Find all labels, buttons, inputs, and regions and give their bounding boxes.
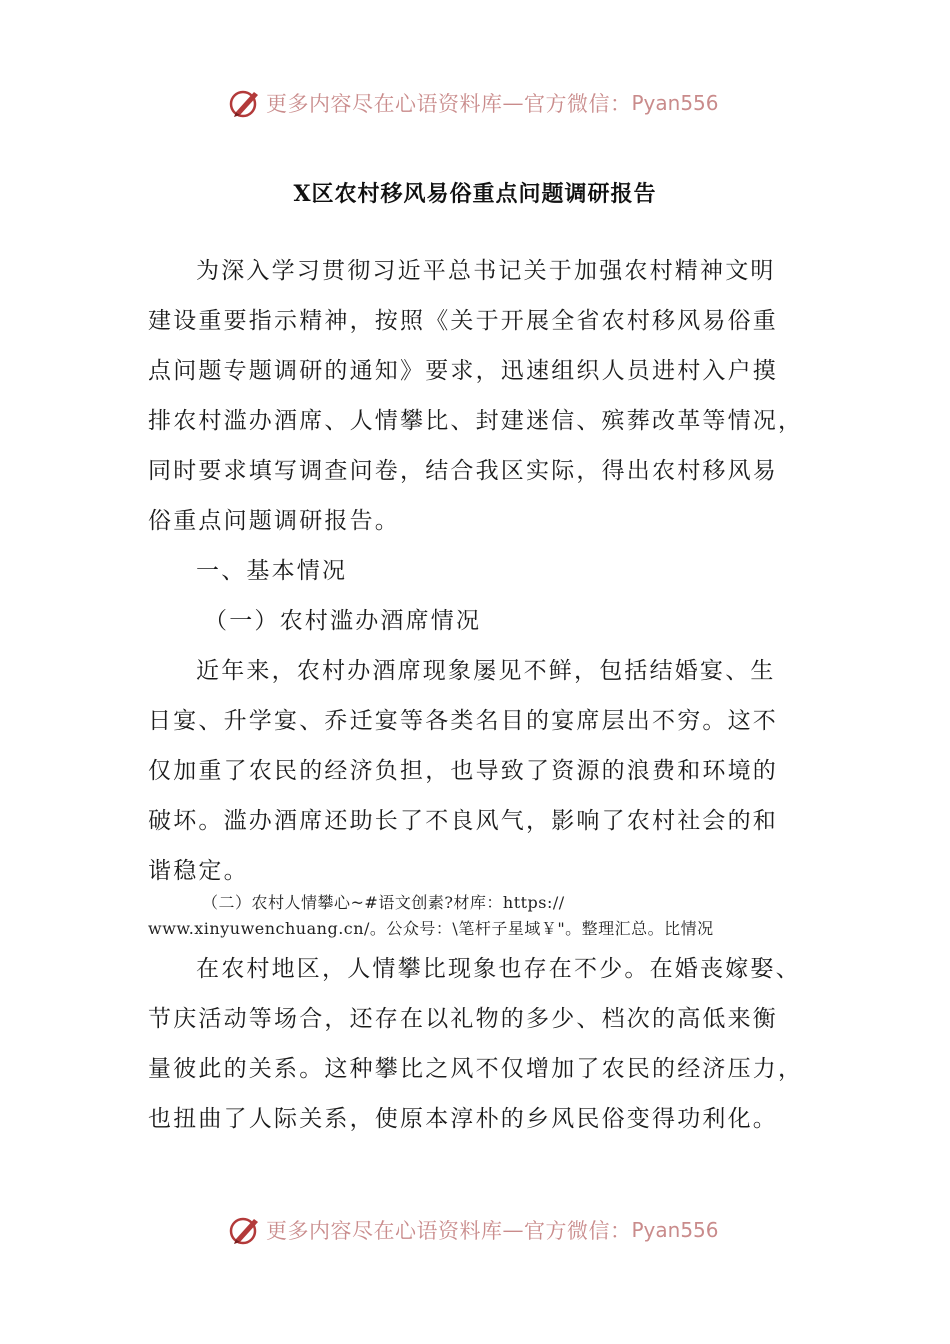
note-line: www.xinyuwenchuang.cn/。公众号：\笔杆子星域￥"。整理汇总。比情况 — [148, 919, 714, 938]
subsection-heading: （一）农村滥办酒席情况 — [204, 608, 482, 634]
document-title: X区农村移风易俗重点问题调研报告 — [293, 181, 657, 207]
intro-line: 同时要求填写调查问卷，结合我区实际，得出农村移风易 — [148, 458, 778, 484]
inserted-note — [148, 890, 808, 942]
intro-line: 排农村滥办酒席、人情攀比、封建迷信、殡葬改革等情况， — [148, 408, 804, 434]
intro-line: 俗重点问题调研报告。 — [148, 508, 400, 534]
watermark-label: 官方微信： — [524, 92, 632, 116]
watermark-dash: — — [502, 91, 524, 115]
paragraph-line: 在农村地区，人情攀比现象也存在不少。在婚丧嫁娶、 — [196, 956, 801, 982]
paragraph-line: 破坏。滥办酒席还助长了不良风气，影响了农村社会的和 — [148, 808, 778, 834]
watermark-text: 更多内容尽在心语资料库 — [266, 1219, 503, 1243]
watermark-text: 更多内容尽在心语资料库 — [266, 92, 503, 116]
paragraph-line: 近年来，农村办酒席现象屡见不鲜，包括结婚宴、生 — [196, 658, 776, 684]
watermark-footer — [228, 1213, 748, 1247]
paragraph-line: 也扭曲了人际关系，使原本淳朴的乡风民俗变得功利化。 — [148, 1106, 778, 1132]
intro-line: 点问题专题调研的通知》要求，迅速组织人员进村入户摸 — [148, 358, 778, 384]
watermark-label: 官方微信： — [524, 1219, 632, 1243]
watermark-id: Pyan556 — [631, 1218, 719, 1242]
paragraph-line: 量彼此的关系。这种攀比之风不仅增加了农民的经济压力， — [148, 1056, 804, 1082]
paragraph-line: 日宴、升学宴、乔迁宴等各类名目的宴席层出不穷。这不 — [148, 708, 778, 734]
document-body — [148, 246, 808, 896]
watermark-dash: — — [502, 1218, 524, 1242]
document-body-continued — [148, 944, 808, 1144]
intro-line: 为深入学习贯彻习近平总书记关于加强农村精神文明 — [196, 258, 776, 284]
note-line: （二）农村人情攀心~#语文创素?材库：https:// — [202, 893, 565, 912]
pen-circle-icon — [228, 1213, 262, 1247]
section-heading: 一、基本情况 — [196, 558, 348, 584]
paragraph-line: 谐稳定。 — [148, 858, 249, 884]
watermark-id: Pyan556 — [631, 91, 719, 115]
paragraph-line: 仅加重了农民的经济负担，也导致了资源的浪费和环境的 — [148, 758, 778, 784]
intro-line: 建设重要指示精神，按照《关于开展全省农村移风易俗重 — [148, 308, 778, 334]
paragraph-line: 节庆活动等场合，还存在以礼物的多少、档次的高低来衡 — [148, 1006, 778, 1032]
watermark-header — [228, 86, 748, 120]
pen-circle-icon — [228, 86, 262, 120]
